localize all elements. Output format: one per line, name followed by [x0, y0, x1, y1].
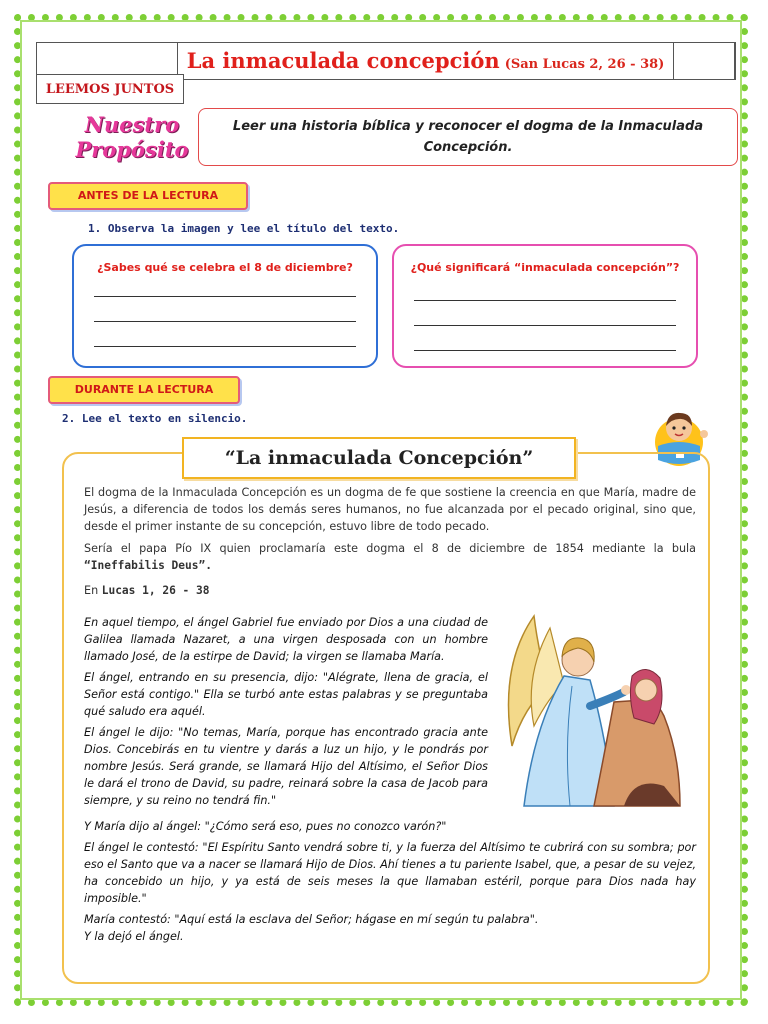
reference-text: Lucas 1, 26 - 38 — [101, 584, 210, 597]
proposito-line2: Propósito — [75, 137, 189, 162]
answer-line[interactable] — [414, 325, 676, 326]
objective-box: Leer una historia bíblica y reconocer el dogma de la Inmaculada Concepción. — [198, 108, 738, 166]
story-column — [84, 614, 488, 813]
intro-2-text: Sería el papa Pío IX quien proclamaría este dogma el 8 de diciembre de 1854 mediante la bula — [84, 542, 696, 555]
title-reference: (San Lucas 2, 26 - 38) — [504, 57, 665, 72]
story-paragraph: El ángel, entrando en su presencia, dijo: "Alégrate, llena de gracia, el Señor está contigo." Ella se turbó ante estas palabras y se preguntaba qué saludo era aquél. — [84, 671, 488, 718]
question-box-right — [392, 244, 698, 368]
annunciation-illustration — [494, 606, 690, 814]
title-main: La inmaculada concepción — [186, 48, 500, 73]
antes-lectura-tag: ANTES DE LA LECTURA — [48, 182, 248, 210]
answer-line[interactable] — [94, 296, 356, 297]
story-paragraph: Y la dejó el ángel. — [84, 930, 184, 943]
story-paragraph: En aquel tiempo, el ángel Gabriel fue enviado por Dios a una ciudad de Galilea llamada Nazaret, a una virgen desposada con un hombre llamado José, de la estirpe de David; la virgen se llamaba María. — [84, 616, 488, 663]
proposito-line1: Nuestro — [84, 112, 180, 137]
page-title — [178, 43, 673, 79]
story-paragraph: El ángel le dijo: "No temas, María, porque has encontrado gracia ante Dios. Concebirás en tu vientre y darás a luz un hijo, y le pondrás por nombre Jesús. Será grande, se llamará Hijo del Altísimo, el Señor Dios le dará el trono de David, su padre, reinará sobre la casa de Jacob para siempre, y su reino no tendrá fin." — [84, 726, 488, 807]
step-2: 2. Lee el texto en silencio. — [62, 412, 248, 425]
reading-title: “La inmaculada Concepción” — [182, 437, 576, 479]
gospel-reference — [84, 582, 210, 599]
intro-paragraph-2 — [84, 540, 696, 574]
story-column-wide — [84, 818, 696, 949]
story-paragraph: Y María dijo al ángel: "¿Cómo será eso, pues no conozco varón?" — [84, 820, 447, 833]
story-paragraph: María contestó: "Aquí está la esclava del Señor; hágase en mí según tu palabra". — [84, 913, 539, 926]
reference-prefix: En — [84, 584, 102, 597]
nuestro-proposito-heading — [72, 112, 192, 168]
intro-paragraph-1: El dogma de la Inmaculada Concepción es un dogma de fe que sostiene la creencia en que María, madre de Jesús, a diferencia de todos los demás seres humanos, no fue alcanzada por el pecado original, sino que, desde el primer instante de su concepción, estuvo libre de todo pecado. — [84, 486, 696, 533]
answer-line[interactable] — [94, 346, 356, 347]
answer-line[interactable] — [94, 321, 356, 322]
question-left: ¿Sabes qué se celebra el 8 de diciembre? — [97, 261, 353, 274]
story-paragraph: El ángel le contestó: "El Espíritu Santo vendrá sobre ti, y la fuerza del Altísimo te cubrirá con su sombra; por eso el Santo que va a nacer se llamará Hijo de Dios. Ahí tienes a tu pariente Isabel, que, a pesar de su vejez, ha concebido un hijo, y ya está de seis meses la que llamaban estéril, porque para Dios nada hay imposible." — [84, 841, 696, 905]
leemos-juntos-tag: LEEMOS JUNTOS — [36, 74, 184, 104]
bula-name: “Ineffabilis Deus”. — [84, 559, 212, 572]
durante-lectura-tag: DURANTE LA LECTURA — [48, 376, 240, 404]
answer-line[interactable] — [414, 350, 676, 351]
step-1: 1. Observa la imagen y lee el título del texto. — [88, 222, 400, 235]
question-right: ¿Qué significará “inmaculada concepción”? — [410, 261, 680, 274]
question-box-left — [72, 244, 378, 368]
answer-line[interactable] — [414, 300, 676, 301]
